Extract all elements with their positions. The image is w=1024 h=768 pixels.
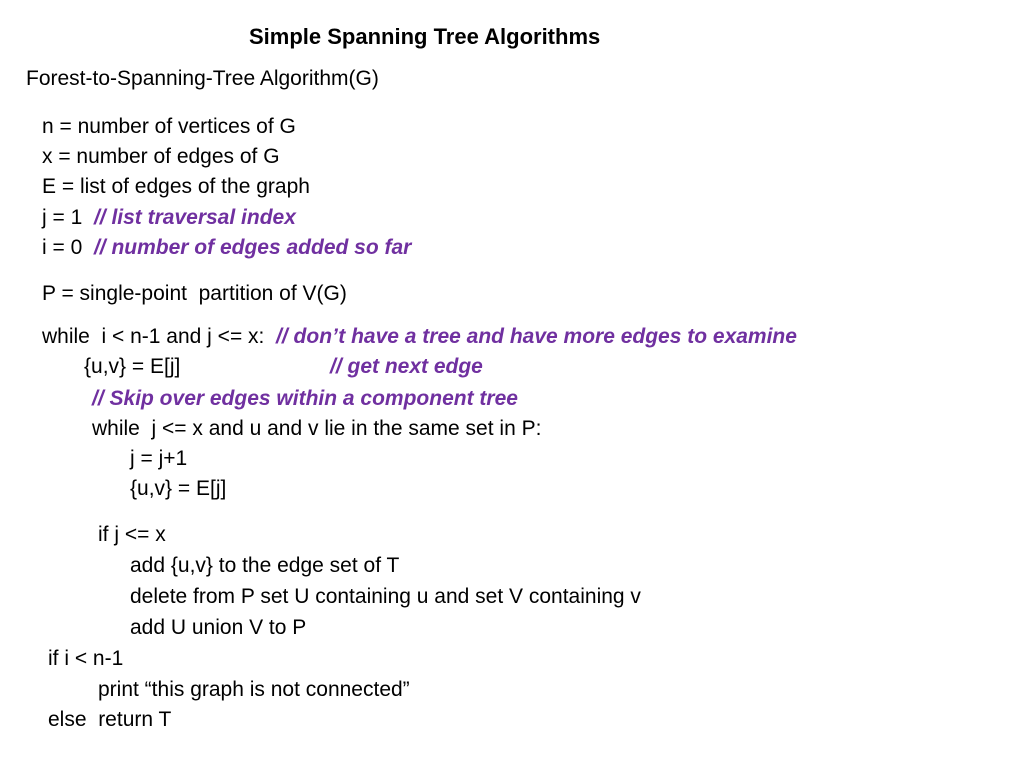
code-line — [130, 584, 641, 610]
code-text: if j <= x — [98, 523, 166, 546]
code-text: n = number of vertices of G — [42, 115, 296, 138]
code-comment-line — [330, 354, 483, 380]
code-text: x = number of edges of G — [42, 145, 280, 168]
code-line — [130, 476, 226, 502]
code-text: while j <= x and u and v lie in the same set in P: — [92, 417, 542, 440]
code-comment: // number of edges added so far — [93, 236, 412, 259]
code-line — [130, 615, 306, 641]
code-text: P = single-point partition of V(G) — [42, 282, 347, 305]
code-line — [42, 174, 310, 200]
code-comment: // get next edge — [330, 355, 483, 378]
code-line — [42, 205, 296, 231]
code-text: {u,v} = E[j] — [130, 477, 227, 500]
code-text: add {u,v} to the edge set of T — [130, 554, 400, 577]
code-line — [84, 354, 180, 380]
code-line — [42, 114, 296, 140]
code-text: j = 1 — [42, 206, 94, 229]
code-text: if i < n-1 — [48, 647, 124, 670]
code-comment: // list traversal index — [93, 206, 296, 229]
code-line — [130, 553, 399, 579]
code-line — [42, 235, 411, 261]
code-line — [48, 646, 123, 672]
code-line — [92, 386, 518, 412]
code-comment: // don’t have a tree and have more edges to examine — [276, 325, 797, 348]
code-text: E = list of edges of the graph — [42, 175, 310, 198]
code-text: i = 0 — [42, 236, 94, 259]
code-line — [98, 522, 166, 548]
code-comment: // Skip over edges within a component tree — [92, 387, 518, 410]
code-text: else return T — [48, 708, 172, 731]
code-line — [42, 144, 280, 170]
code-line — [42, 281, 347, 307]
code-text: while i < n-1 and j <= x: — [42, 325, 277, 348]
code-line — [92, 416, 541, 442]
code-text: print “this graph is not connected” — [98, 678, 410, 701]
code-line — [48, 707, 171, 733]
algorithm-name: Forest-to-Spanning-Tree Algorithm(G) — [26, 67, 379, 90]
code-line — [98, 677, 410, 703]
code-line — [42, 324, 797, 350]
code-text: j = j+1 — [130, 447, 188, 470]
code-text: delete from P set U containing u and set V containing v — [130, 585, 641, 608]
code-text: {u,v} = E[j] — [84, 355, 181, 378]
slide-title: Simple Spanning Tree Algorithms — [249, 24, 601, 49]
code-line — [130, 446, 187, 472]
code-text: add U union V to P — [130, 616, 307, 639]
